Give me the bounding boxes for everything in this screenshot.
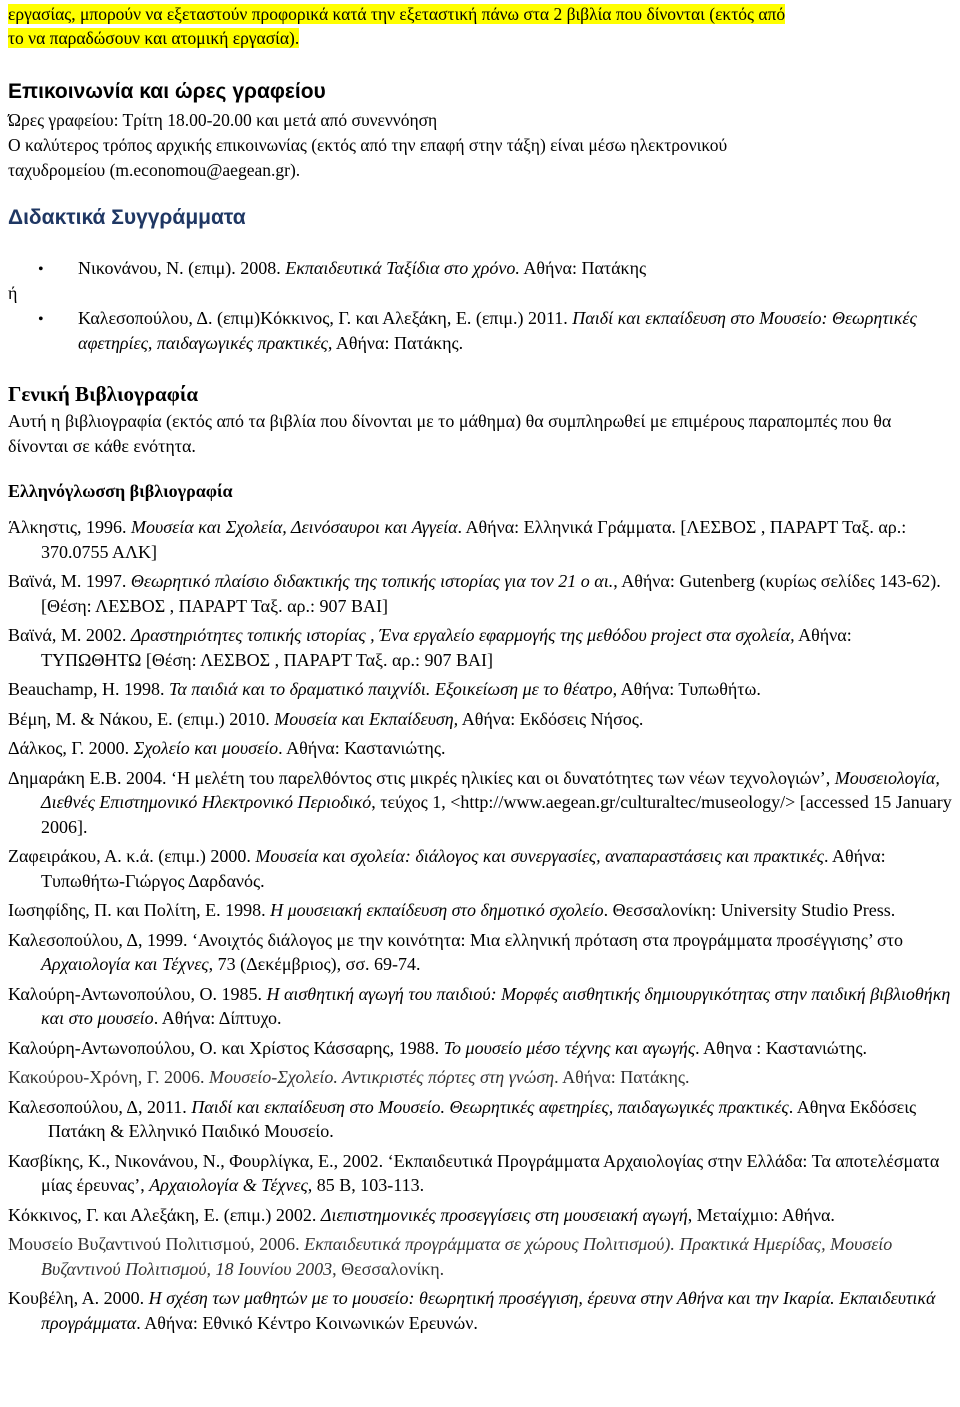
reference-item: Κουβέλη, Α. 2000. Η σχέση των μαθητών με το μουσείο: θεωρητική προσέγγιση, έρευνα στην Αθήνα και την Ικαρία. Εκπαιδευτικά προγράμματα. Αθήνα: Εθνικό Κέντρο Κοινωνικών Ερευνών. (8, 1288, 936, 1333)
reference-item: Μουσείο Βυζαντινού Πολιτισμού, 2006. Εκπαιδευτικά προγράμματα σε χώρους Πολιτισμού). Πρακτικά Ημερίδας, Μουσείο Βυζαντινού Πολιτισμού, 18 Ιουνίου 2003, Θεσσαλονίκη. (8, 1234, 893, 1279)
bullet-icon: • (38, 261, 44, 278)
contact-heading: Επικοινωνία και ώρες γραφείου (8, 80, 326, 103)
textbook-item-1: • Νικονάνου, Ν. (επιμ). 2008. Εκπαιδευτικά Ταξίδια στο χρόνο. Αθήνα: Πατάκης (8, 256, 948, 281)
contact-text-2: ταχυδρομείου (m.economou@aegean.gr). (8, 160, 301, 180)
reference-list (8, 512, 954, 1340)
intro-line-1: εργασίας, μπορούν να εξεταστούν προφορικά κατά την εξεταστική πάνω στα 2 βιβλία που δίνονται (εκτός από (8, 4, 786, 24)
reference-item: Καλεσοπούλου, Δ, 2011. Παιδί και εκπαίδευση στο Μουσείο. Θεωρητικές αφετηρίες, παιδαγωγικές πρακτικές. Αθηνα Εκδόσεις Πατάκη & Ελληνικό Παιδικό Μουσείο. (8, 1096, 917, 1141)
reference-item: Κόκκινος, Γ. και Αλεξάκη, Ε. (επιμ.) 2002. Διεπιστημονικές προσεγγίσεις στη μουσειακή αγωγή, Μεταίχμιο: Αθήνα. (8, 1204, 835, 1225)
textbooks-heading: Διδακτικά Συγγράμματα (8, 206, 246, 229)
reference-item: Βαϊνά, Μ. 2002. Δραστηριότητες τοπικής ιστορίας , Ένα εργαλείο εφαρμογής της μεθόδου project στα σχολεία, Αθήνα: ΤΥΠΩΘΗΤΩ [Θέση: ΛΕΣΒΟΣ , ΠΑΡΑΡΤ Ταξ. αρ.: 907 ΒΑΙ] (8, 625, 852, 670)
reference-item: Βαϊνά, Μ. 1997. Θεωρητικό πλαίσιο διδακτικής της τοπικής ιστορίας για τον 21 ο αι., Αθήνα: Gutenberg (κυρίως σελίδες 143-62). [Θέση: ΛΕΣΒΟΣ , ΠΑΡΑΡΤ Ταξ. αρ.: 907 ΒΑΙ] (8, 571, 941, 616)
bullet-icon: • (38, 311, 44, 328)
reference-item: Κασβίκης, Κ., Νικονάνου, Ν., Φουρλίγκα, Ε., 2002. ‘Εκπαιδευτικά Προγράμματα Αρχαιολογίας στην Ελλάδα: Τα αποτελέσματα μίας έρευνας’, Αρχαιολογία & Τέχνες, 85 Β, 103-113. (8, 1150, 940, 1195)
textbook-item-2: • Καλεσοπούλου, Δ. (επιμ)Κόκκινος, Γ. και Αλεξάκη, Ε. (επιμ.) 2011. Παιδί και εκπαίδευση στο Μουσείο: Θεωρητικές αφετηρίες, παιδαγωγικές πρακτικές, Αθήνα: Πατάκης. (38, 308, 917, 353)
contact-text-1: Ο καλύτερος τρόπος αρχικής επικοινωνίας (εκτός από την επαφή στην τάξη) είναι μέσω ηλεκτρονικού (8, 135, 728, 155)
general-bibliography-heading: Γενική Βιβλιογραφία (8, 382, 199, 406)
reference-item: Δάλκος, Γ. 2000. Σχολείο και μουσείο. Αθήνα: Καστανιώτης. (8, 738, 446, 758)
reference-item: Ζαφειράκου, Α. κ.ά. (επιμ.) 2000. Μουσεία και σχολεία: διάλογος και συνεργασίες, αναπαραστάσεις και πρακτικές. Αθήνα: Τυπωθήτω-Γιώργος Δαρδανός. (8, 846, 886, 891)
reference-item: Ιωσηφίδης, Π. και Πολίτη, Ε. 1998. Η μουσειακή εκπαίδευση στο δημοτικό σχολείο. Θεσσαλονίκη: University Studio Press. (8, 900, 896, 920)
textbooks-or: ή (8, 283, 18, 303)
greek-bibliography-heading: Ελληνόγλωσση βιβλιογραφία (8, 481, 233, 501)
reference-item: Καλούρη-Αντωνοπούλου, Ο. και Χρίστος Κάσσαρης, 1988. Το μουσείο μέσο τέχνης και αγωγής. Αθηνα : Καστανιώτης. (8, 1037, 867, 1058)
reference-item: Δημαράκη Ε.Β. 2004. ‘Η μελέτη του παρελθόντος στις μικρές ηλικίες και οι δυνατότητες των νέων τεχνολογιών’, Μουσειολογία, Διεθνές Επιστημονικό Ηλεκτρονικό Περιοδικό, τεύχος 1, <http://www.aegean.gr/culturaltec/museology/> [accessed 15 January 2006]. (8, 767, 952, 837)
reference-item: Κακούρου-Χρόνη, Γ. 2006. Μουσείο-Σχολείο. Αντικριστές πόρτες στη γνώση. Αθήνα: Πατάκης. (8, 1067, 690, 1087)
reference-item: Βέμη, Μ. & Νάκου, Ε. (επιμ.) 2010. Μουσεία και Εκπαίδευση, Αθήνα: Εκδόσεις Νήσος. (8, 708, 644, 729)
general-bibliography-text: Αυτή η βιβλιογραφία (εκτός από τα βιβλία που δίνονται με το μάθημα) θα συμπληρωθεί με επιμέρους παραπομπές που θα δίνονται σε κάθε ενότητα. (8, 411, 892, 456)
reference-item: Καλεσοπούλου, Δ, 1999. ‘Ανοιχτός διάλογος με την κοινότητα: Μια ελληνική πρόταση στα προγράμματα προσέγγισης’ στο Αρχαιολογία και Τέχνες, 73 (Δεκέμβριος), σσ. 69-74. (8, 929, 903, 974)
reference-item: Καλούρη-Αντωνοπούλου, Ο. 1985. Η αισθητική αγωγή του παιδιού: Μορφές αισθητικής δημιουργικότητας στην παιδική βιβλιοθήκη και στο μουσείο. Αθήνα: Δίπτυχο. (8, 983, 951, 1028)
office-hours: Ώρες γραφείου: Τρίτη 18.00-20.00 και μετά από συνεννόηση (8, 110, 438, 130)
reference-item: Άλκηστις, 1996. Μουσεία και Σχολεία, Δεινόσαυροι και Αγγεία. Αθήνα: Ελληνικά Γράμματα. [ΛΕΣΒΟΣ , ΠΑΡΑΡΤ Ταξ. αρ.: 370.0755 ΑΛΚ] (8, 517, 907, 562)
reference-item: Beauchamp, H. 1998. Τα παιδιά και το δραματικό παιχνίδι. Εξοικείωση με το θέατρο, Αθήνα: Τυπωθήτω. (8, 679, 761, 699)
intro-line-2: το να παραδώσουν και ατομική εργασία). (8, 28, 300, 48)
